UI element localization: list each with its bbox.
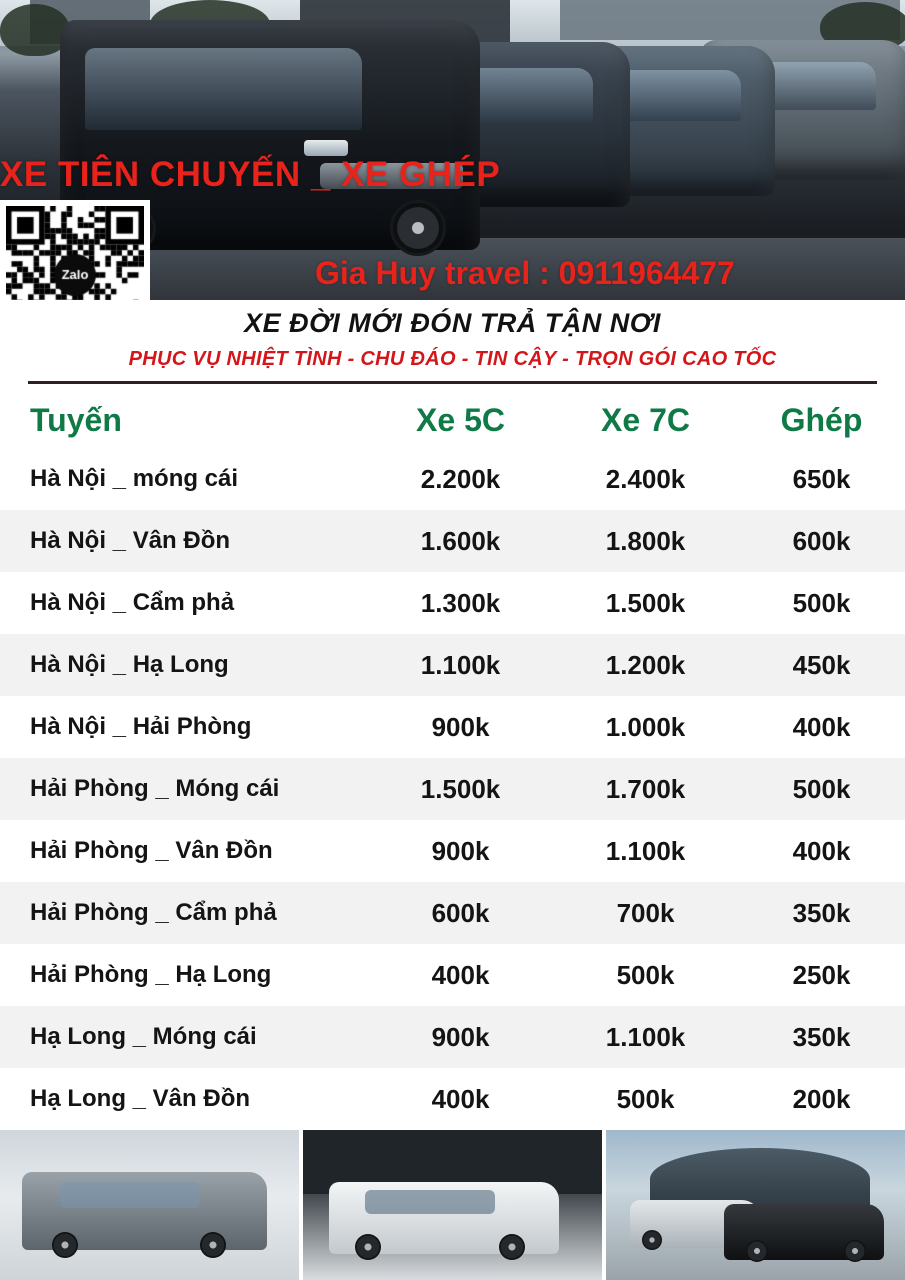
cell-route: Hải Phòng _ Hạ Long [30,961,272,988]
black-van-wheel-front [844,1240,866,1262]
grey-van-wheel-front [200,1232,226,1258]
table-row [0,634,905,696]
cell-route: Hải Phòng _ Cẩm phả [30,899,277,926]
cell-ghep: 350k [792,1021,851,1052]
cell-route: Hà Nội _ Hạ Long [30,651,229,678]
hero-vans-photo [0,0,905,300]
price-table [0,392,905,1130]
cell-route: Hà Nội _ Hải Phòng [30,713,252,740]
subtitle-secondary: PHỤC VỤ NHIỆT TÌNH - CHU ĐÁO - TIN CẬY - TRỌN GÓI CAO TỐC [128,348,777,370]
cell-route: Hà Nội _ móng cái [30,465,239,492]
grey-van-glass [60,1182,200,1208]
qr-canvas-wrap [6,206,144,300]
cell-xe7c: 500k [616,959,675,990]
photo-gallery [0,1130,905,1280]
cell-ghep: 400k [792,835,851,866]
cell-ghep: 600k [792,525,851,556]
zalo-qr-code[interactable] [0,200,150,300]
white-van-photo [303,1130,602,1280]
table-row [0,1068,905,1130]
table-row [0,448,905,510]
cell-xe7c: 1.500k [605,587,686,618]
cell-ghep: 500k [792,773,851,804]
cell-xe5c: 600k [431,897,490,928]
cell-xe5c: 1.300k [420,587,501,618]
column-header-ghep: Ghép [780,401,863,438]
table-row [0,510,905,572]
cell-xe7c: 500k [616,1083,675,1114]
cell-xe7c: 2.400k [605,463,686,494]
table-row [0,944,905,1006]
cell-ghep: 200k [792,1083,851,1114]
cell-xe5c: 1.500k [420,773,501,804]
cell-xe5c: 1.600k [420,525,501,556]
cell-xe7c: 1.100k [605,835,686,866]
van-wheel-front [390,200,446,256]
grey-van-photo [0,1130,299,1280]
cell-route: Hải Phòng _ Móng cái [30,775,280,802]
divider-rule [28,381,877,384]
cell-xe5c: 900k [431,711,490,742]
cell-ghep: 400k [792,711,851,742]
cell-xe5c: 900k [431,835,490,866]
cell-xe5c: 2.200k [420,463,501,494]
table-row [0,820,905,882]
white-van-glass [365,1190,495,1214]
cell-route: Hà Nội _ Cẩm phả [30,589,235,616]
qr-icon [6,206,144,300]
cell-route: Hà Nội _ Vân Đồn [30,527,231,554]
headline-title: XE TIÊN CHUYẾN _ XE GHÉP [0,155,501,194]
cell-xe5c: 400k [431,959,490,990]
grey-van-wheel-rear [52,1232,78,1258]
table-row [0,1006,905,1068]
cell-ghep: 250k [792,959,851,990]
table-row [0,572,905,634]
column-header-xe7c: Xe 7C [601,401,690,438]
white-van-wheel-front [499,1234,525,1260]
cell-route: Hạ Long _ Móng cái [30,1023,257,1050]
white-van-wheel-rear [355,1234,381,1260]
cell-ghep: 450k [792,649,851,680]
table-row [0,758,905,820]
table-row [0,696,905,758]
van-glass [85,48,362,131]
table-row [0,882,905,944]
silver-van-wheel [642,1230,662,1250]
two-vans-photo [606,1130,905,1280]
cell-xe7c: 1.200k [605,649,686,680]
table-header-row [0,392,905,448]
cell-xe5c: 1.100k [420,649,501,680]
cell-ghep: 650k [792,463,851,494]
cell-xe5c: 400k [431,1083,490,1114]
column-header-xe5c: Xe 5C [416,401,505,438]
cell-route: Hải Phòng _ Vân Đồn [30,837,273,864]
cell-xe7c: 1.700k [605,773,686,804]
phone-headline: Gia Huy travel : 0911964477 [315,255,735,291]
cell-ghep: 350k [792,897,851,928]
van-headlight [304,140,348,156]
subtitle-primary: XE ĐỜI MỚI ĐÓN TRẢ TẬN NƠI [244,308,661,338]
cell-xe7c: 1.100k [605,1021,686,1052]
cell-xe7c: 1.800k [605,525,686,556]
cell-xe5c: 900k [431,1021,490,1052]
black-van-wheel-rear [746,1240,768,1262]
cell-ghep: 500k [792,587,851,618]
column-header-route: Tuyến [30,401,122,438]
cell-route: Hạ Long _ Vân Đồn [30,1085,251,1112]
cell-xe7c: 1.000k [605,711,686,742]
cell-xe7c: 700k [616,897,675,928]
